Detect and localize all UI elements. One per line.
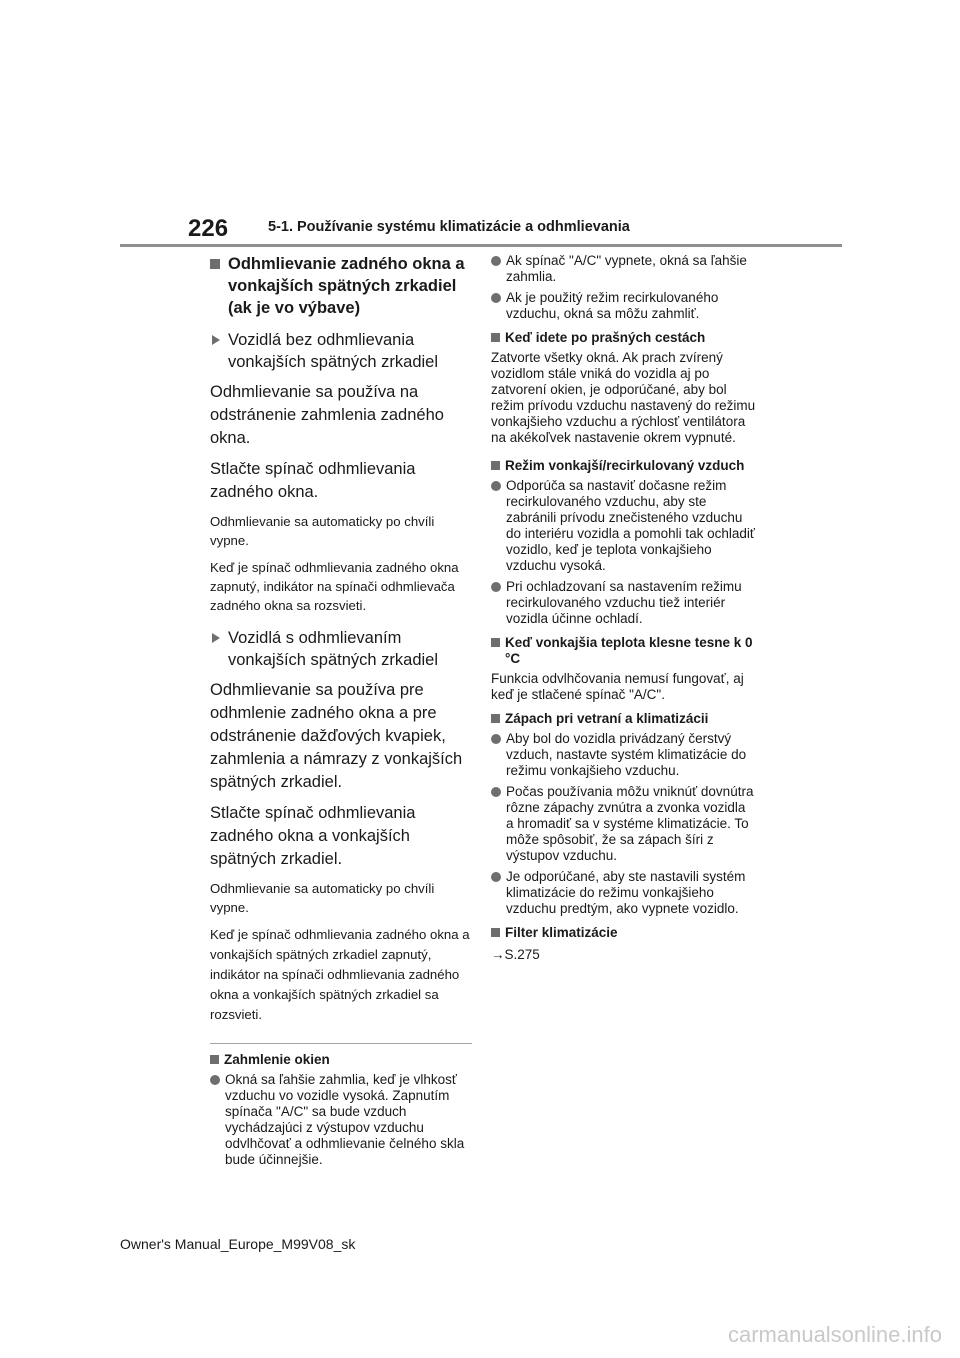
paragraph: Zatvorte všetky okná. Ak prach zvírený vozidlom stále vniká do vozidla aj po zatvorení okien, je odporúčané, aby bol režim prívodu vzduchu nastavený do režimu vonkajšieho vzduchu a rýchlosť ventilátora na akékoľvek nastavenie okrem vypnuté. [491,350,756,445]
right-column [491,253,756,969]
mode-heading: Režim vonkajší/recirkulovaný vzduch [491,458,756,474]
section-divider [210,1043,472,1044]
left-column [210,253,472,1173]
triangle-bullet-icon [212,335,220,345]
defog-heading: Odhmlievanie zadného okna a vonkajších spätných zrkadiel (ak je vo výbave) [210,253,472,319]
square-bullet-icon [491,928,500,937]
page-header [120,212,842,248]
odor-heading: Zápach pri vetraní a klimatizácii [491,711,756,727]
note: Odhmlievanie sa automaticky po chvíli vypne. [210,881,435,915]
paragraph: Odhmlievanie sa používa pre odhmlenie zadného okna a pre odstránenie dažďových kvapiek, zahmlenia a námrazy z vonkajších spätných zrkadiel. [210,681,463,791]
list-item: Aby bol do vozidla privádzaný čerstvý vzduch, nastavte systém klimatizácie do režimu vonkajšieho vzduchu. [491,731,756,779]
fog-heading: Zahmlenie okien [210,1052,472,1068]
page-number: 226 [188,215,229,242]
list-item: Ak je použitý režim recirkulovaného vzduchu, okná sa môžu zahmliť. [491,290,756,322]
dust-heading: Keď idete po prašných cestách [491,330,756,346]
square-bullet-icon [491,638,500,647]
circle-bullet-icon [491,734,501,744]
square-bullet-icon [491,333,500,342]
note: Keď je spínač odhmlievania zadného okna a vonkajších spätných zrkadiel zapnutý, indikátor na spínači odhmlievania zadného okna a vonkajších spätných zrkadiel sa rozsvieti. [210,927,470,1022]
filter-heading: Filter klimatizácie [491,925,756,941]
square-bullet-icon [210,259,220,269]
list-item: Ak spínač "A/C" vypnete, okná sa ľahšie zahmlia. [491,253,756,285]
page-footer: Owner's Manual_Europe_M99V08_sk [120,1236,356,1252]
watermark: carmanualsonline.info [727,1322,942,1347]
sub-heading-with-mirror: Vozidlá s odhmlievaním vonkajších spätných zrkadiel [210,627,472,671]
circle-bullet-icon [491,582,501,592]
list-item: Počas používania môžu vniknúť dovnútra rôzne zápachy zvnútra a zvonka vozidla a hromadiť sa v systéme klimatizácie. To môže spôsobiť, že sa zápach šíri z výstupov vzduchu. [491,784,756,864]
list-item: Odporúča sa nastaviť dočasne režim recirkulovaného vzduchu, aby ste zabránili prívodu znečisteného vzduchu do interiéru vozidla a pomohli tak ochladiť vozidlo, keď je teplota vonkajšieho vzduchu vysoká. [491,478,756,574]
list-item: Okná sa ľahšie zahmlia, keď je vlhkosť vzduchu vo vozidle vysoká. Zapnutím spínača "A/C" sa bude vzduch vychádzajúci z výstupov vzduchu odvlhčovať a odhmlievanie čelného skla bude účinnejšie. [210,1072,472,1168]
triangle-bullet-icon [212,633,220,643]
header-divider [120,244,842,247]
circle-bullet-icon [491,293,501,303]
list-item: Je odporúčané, aby ste nastavili systém klimatizácie do režimu vonkajšieho vzduchu predtým, ako vypnete vozidlo. [491,869,756,917]
square-bullet-icon [210,1055,219,1064]
page-reference-link[interactable]: →S.275 [491,947,540,962]
circle-bullet-icon [491,872,501,882]
sub-heading-without-mirror: Vozidlá bez odhmlievania vonkajších spätných zrkadiel [210,329,472,373]
circle-bullet-icon [491,787,501,797]
circle-bullet-icon [210,1075,220,1085]
square-bullet-icon [491,714,500,723]
paragraph: Stlačte spínač odhmlievania zadného okna a vonkajších spätných zrkadiel. [210,804,416,868]
paragraph: Odhmlievanie sa používa na odstránenie zahmlenia zadného okna. [210,383,444,447]
note: Keď je spínač odhmlievania zadného okna zapnutý, indikátor na spínači odhmlievača zadného okna sa rozsvieti. [210,560,459,613]
square-bullet-icon [491,461,500,470]
list-item: Pri ochladzovaní sa nastavením režimu recirkulovaného vzduchu tiež interiér vozidla účinne ochladí. [491,579,756,627]
section-title: 5-1. Používanie systému klimatizácie a odhmlievania [268,219,630,235]
circle-bullet-icon [491,481,501,491]
note: Odhmlievanie sa automaticky po chvíli vypne. [210,514,435,548]
circle-bullet-icon [491,256,501,266]
paragraph: Funkcia odvlhčovania nemusí fungovať, aj keď je stlačené spínač "A/C". [491,671,744,702]
paragraph: Stlačte spínač odhmlievania zadného okna. [210,460,416,501]
temperature-heading: Keď vonkajšia teplota klesne tesne k 0 °C [491,635,756,667]
